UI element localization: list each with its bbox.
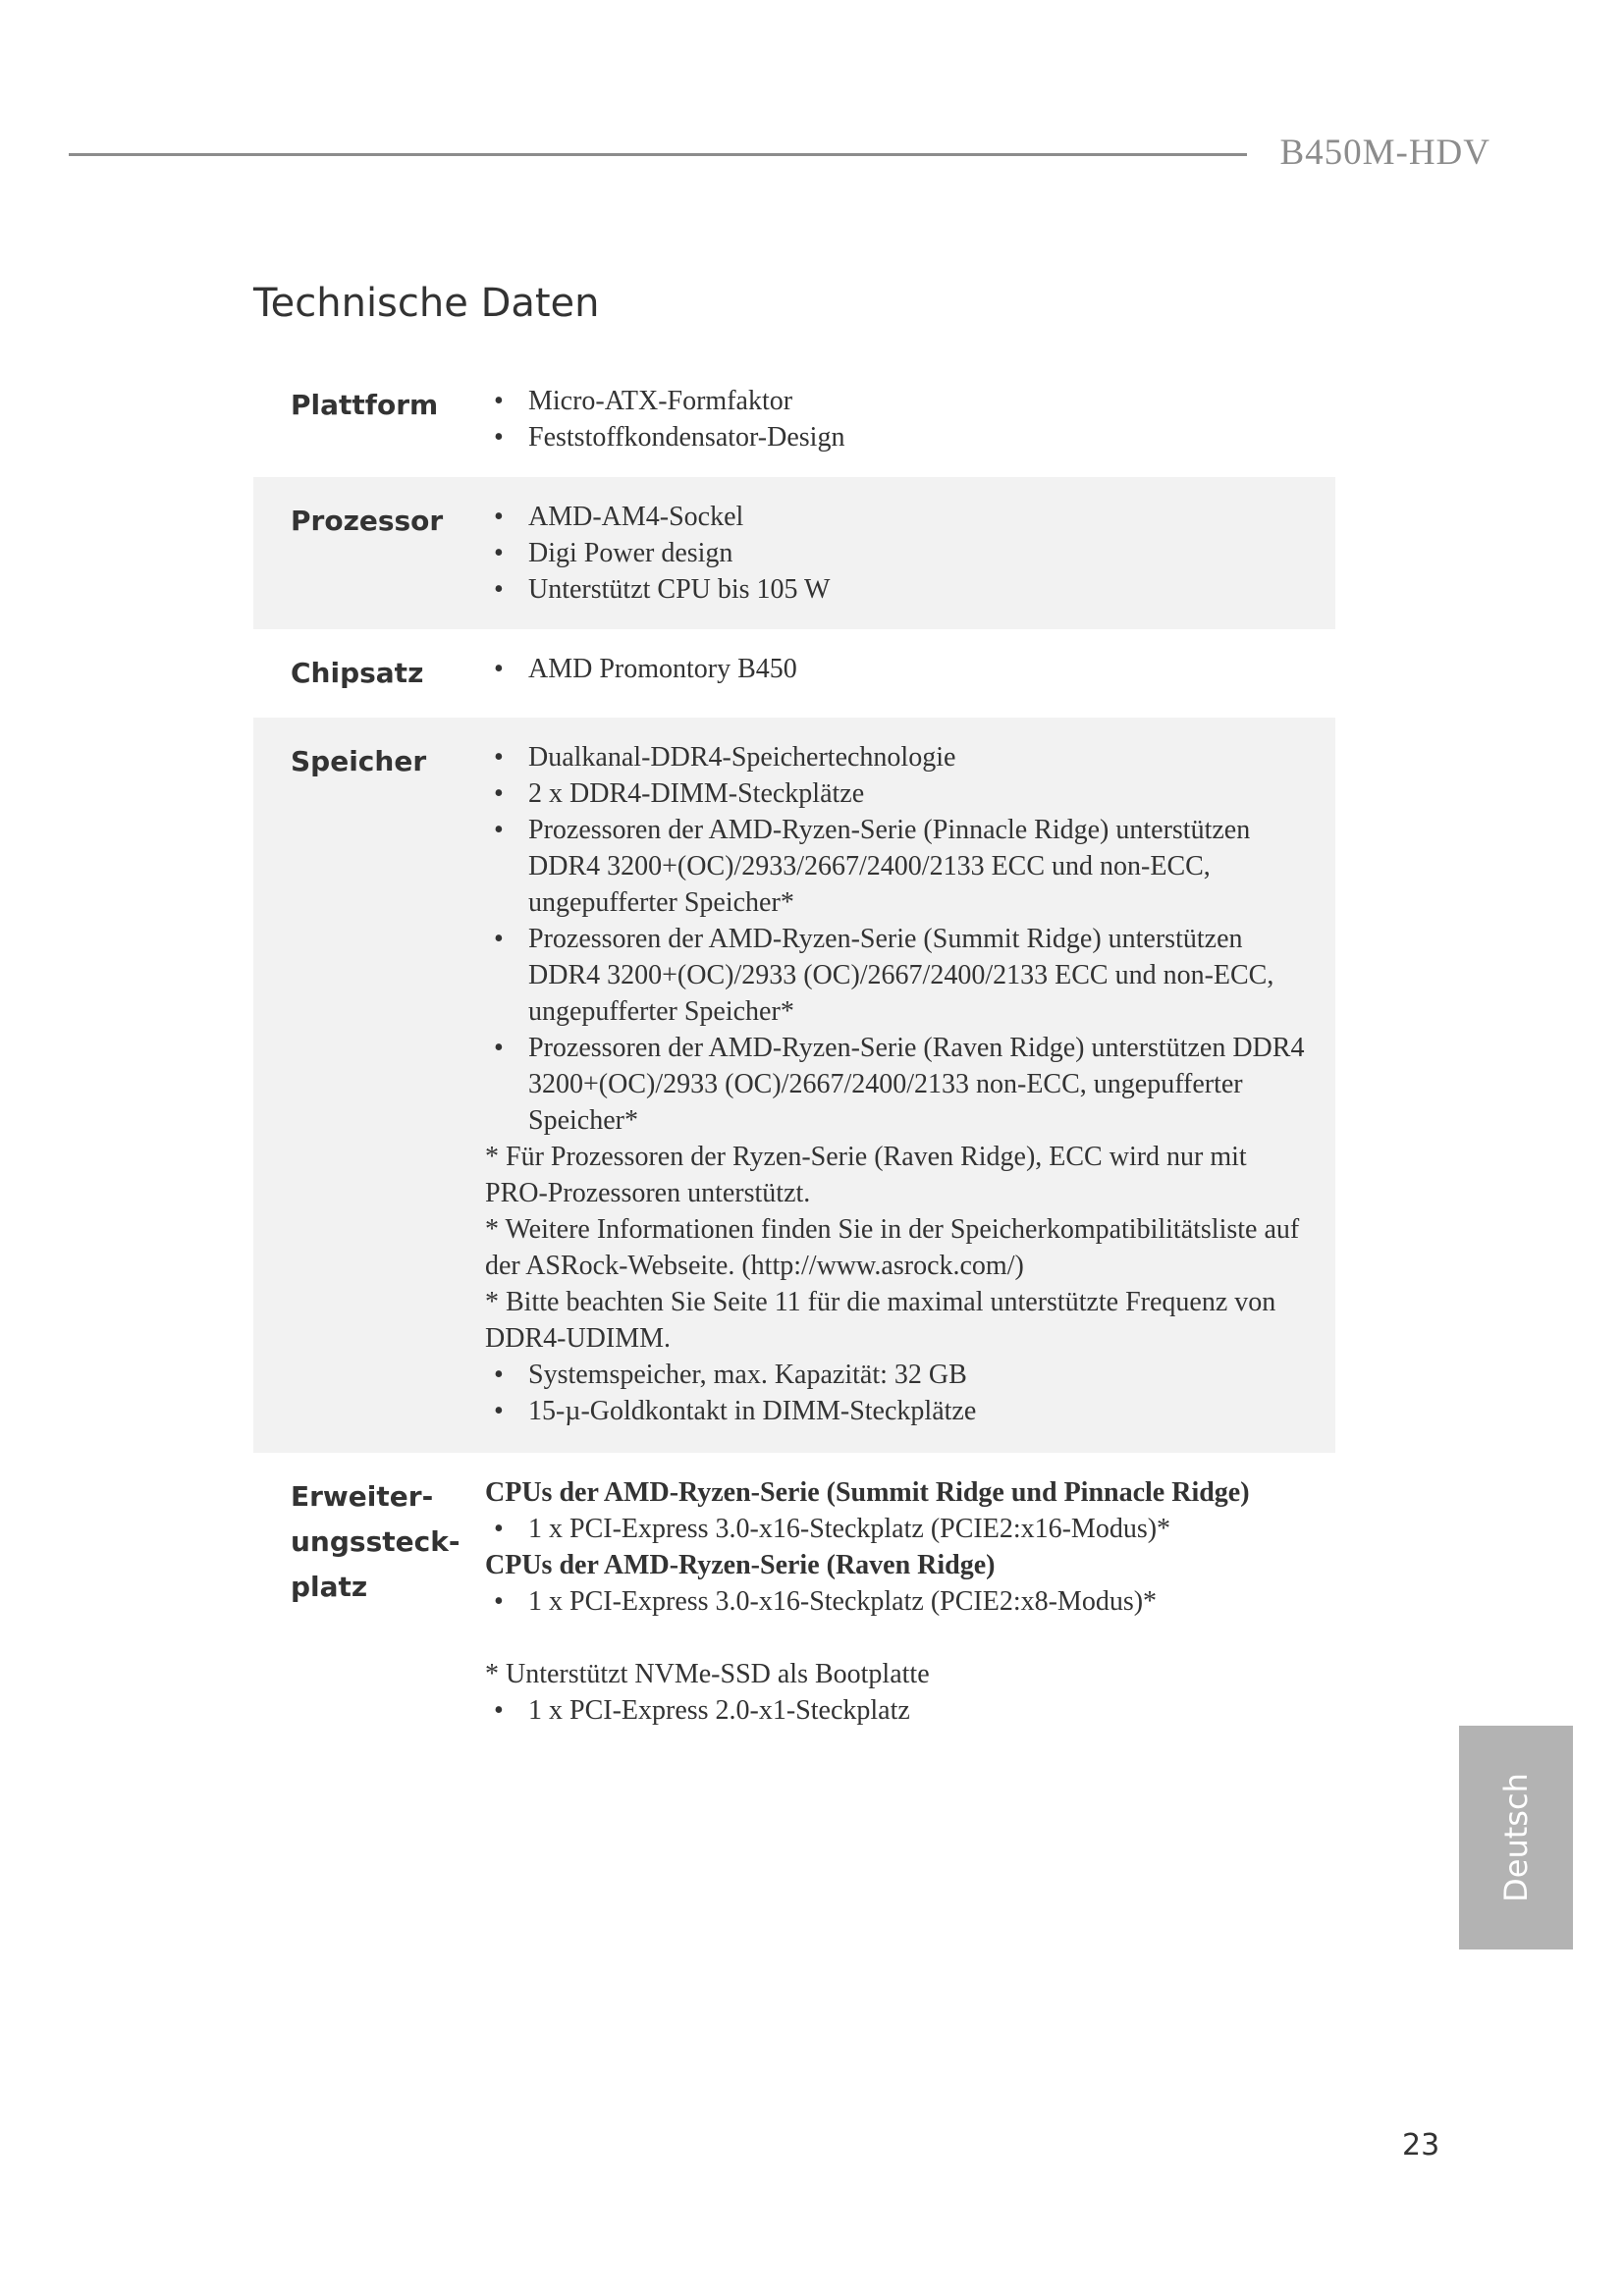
- list-item: • Systemspeicher, max. Kapazität: 32 GB: [485, 1357, 1314, 1393]
- label-line: platz: [291, 1571, 368, 1603]
- page-number: 23: [1402, 2128, 1440, 2163]
- footnote: * Für Prozessoren der Ryzen-Serie (Raven Ridge), ECC wird nur mit PRO-Prozessoren unterstützt.: [485, 1142, 1247, 1208]
- page-title: Technische Daten: [253, 281, 600, 326]
- spec-label: Prozessor: [291, 505, 444, 537]
- list-item: • 1 x PCI-Express 3.0-x16-Steckplatz (PCIE2:x16-Modus)*: [485, 1511, 1314, 1547]
- spec-label: Chipsatz: [291, 657, 424, 689]
- list-item: • Feststoffkondensator-Design: [485, 419, 1314, 455]
- spec-content: [485, 499, 1335, 608]
- spec-row-speicher: [253, 718, 1335, 1453]
- model-name: B450M-HDV: [1279, 133, 1490, 173]
- label-line: ungssteck-: [291, 1525, 460, 1558]
- footnote: * Unterstützt NVMe-SSD als Bootplatte: [485, 1659, 930, 1689]
- spec-label: Speicher: [291, 745, 427, 777]
- spec-content: [485, 739, 1335, 1429]
- spec-row-chipsatz: [253, 629, 1335, 718]
- list-item: • 2 x DDR4-DIMM-Steckplätze: [485, 775, 1314, 812]
- spec-content: [485, 1474, 1335, 1729]
- spec-row-prozessor: [253, 477, 1335, 629]
- list-item: • Prozessoren der AMD-Ryzen-Serie (Raven Ridge) unterstützen DDR4 3200+(OC)/2933 (OC)/2667/2400/2133 non-ECC, ungepufferter Speicher*: [485, 1030, 1314, 1139]
- list-item: • Unterstützt CPU bis 105 W: [485, 571, 1314, 608]
- spec-row-plattform: [253, 369, 1335, 477]
- spec-label: Plattform: [291, 389, 439, 421]
- cpu-group-title: CPUs der AMD-Ryzen-Serie (Raven Ridge): [485, 1550, 996, 1580]
- list-item: • 15-µ-Goldkontakt in DIMM-Steckplätze: [485, 1393, 1314, 1429]
- list-item: • Digi Power design: [485, 535, 1314, 571]
- list-item: • 1 x PCI-Express 2.0-x1-Steckplatz: [485, 1692, 1314, 1729]
- header-rule: [69, 153, 1247, 156]
- language-tab-label: Deutsch: [1497, 1773, 1535, 1902]
- spec-row-erweiterung: [253, 1453, 1335, 1750]
- language-tab: [1459, 1726, 1573, 1949]
- list-item: • Prozessoren der AMD-Ryzen-Serie (Pinnacle Ridge) unterstützen DDR4 3200+(OC)/2933/2667/2400/2133 ECC und non-ECC, ungepufferter Speicher*: [485, 812, 1314, 921]
- list-item: • AMD Promontory B450: [485, 651, 1314, 687]
- footnote: * Weitere Informationen finden Sie in der Speicherkompatibilitätsliste auf der ASRock-Webseite. (http://www.asrock.com/): [485, 1214, 1300, 1281]
- list-item: • AMD-AM4-Sockel: [485, 499, 1314, 535]
- label-line: Erweiter-: [291, 1480, 434, 1513]
- list-item: • Prozessoren der AMD-Ryzen-Serie (Summit Ridge) unterstützen DDR4 3200+(OC)/2933 (OC)/2667/2400/2133 ECC und non-ECC, ungepufferter Speicher*: [485, 921, 1314, 1030]
- spec-table: [253, 369, 1335, 1750]
- list-item: • 1 x PCI-Express 3.0-x16-Steckplatz (PCIE2:x8-Modus)*: [485, 1583, 1314, 1620]
- spacer: [485, 1620, 1314, 1656]
- cpu-group-title: CPUs der AMD-Ryzen-Serie (Summit Ridge und Pinnacle Ridge): [485, 1477, 1250, 1508]
- list-item: • Micro-ATX-Formfaktor: [485, 383, 1314, 419]
- list-item: • Dualkanal-DDR4-Speichertechnologie: [485, 739, 1314, 775]
- spec-label: [253, 1474, 485, 1729]
- spec-content: [485, 383, 1335, 455]
- spec-content: [485, 651, 1335, 696]
- footnote: * Bitte beachten Sie Seite 11 für die maximal unterstützte Frequenz von DDR4-UDIMM.: [485, 1287, 1276, 1354]
